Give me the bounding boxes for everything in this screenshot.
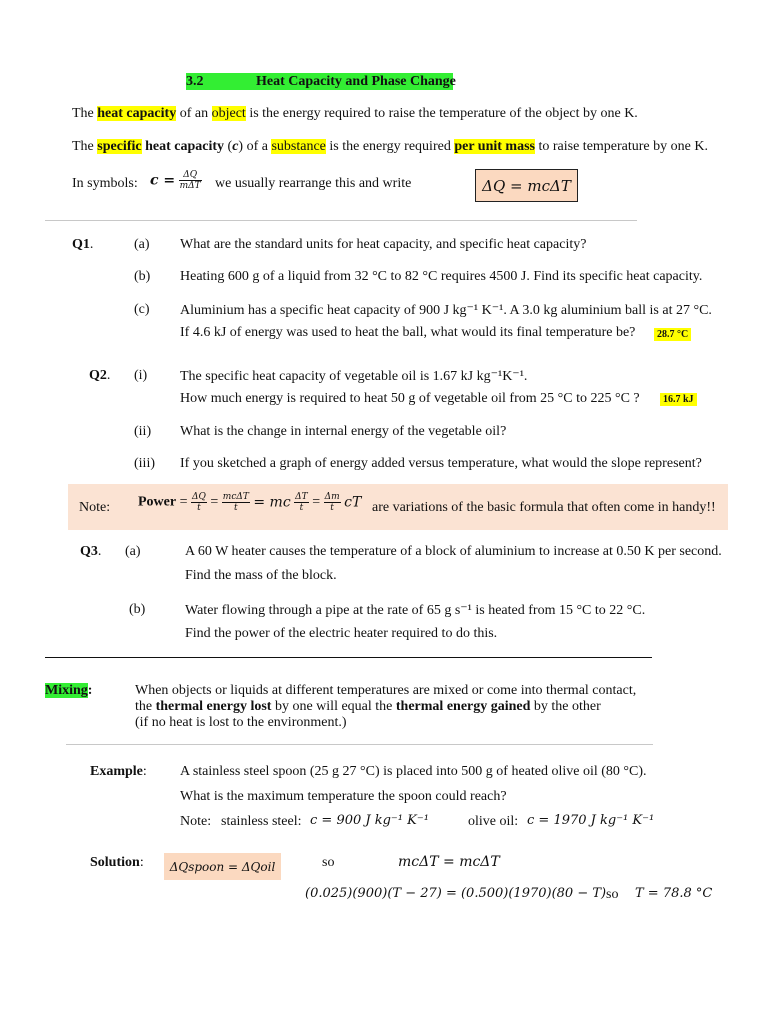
q2-label (89, 368, 110, 384)
denominator: t (234, 503, 238, 513)
q3-label (80, 544, 101, 560)
numerator: ΔQ (192, 492, 206, 502)
q2-ii-text: What is the change in internal energy of the vegetable oil? (180, 424, 507, 439)
text: the (135, 699, 156, 714)
equals: = (179, 494, 188, 510)
text: to raise temperature by one K. (534, 139, 708, 154)
section-number: 3.2 (186, 74, 204, 89)
label-dot: . (89, 237, 94, 252)
label-colon: : (87, 683, 93, 698)
label-text: Q1 (72, 237, 90, 252)
example-line-1: A stainless steel spoon (25 g 27 °C) is placed into 500 g of heated olive oil (80 °C). (180, 764, 647, 779)
example-label (90, 764, 147, 780)
label-dot: . (106, 368, 111, 383)
fraction-numerator: ΔQ (179, 170, 202, 181)
term-heat-capacity-2: heat capacity (141, 139, 225, 154)
q1-c-text-2: If 4.6 kJ of energy was used to heat the ball, what would its final temperature be? (180, 325, 636, 340)
q2-i-text-2: How much energy is required to heat 50 g of vegetable oil from 25 °C to 225 °C ? (180, 391, 640, 406)
solution-so-2: so (606, 887, 619, 902)
numerator: ΔT (295, 492, 308, 502)
q1-c-answer: 28.7 °C (654, 328, 691, 341)
intro-line-2 (72, 139, 708, 155)
q3-a-text-1: A 60 W heater causes the temperature of a block of aluminium to increase at 0.50 K per second. (185, 544, 722, 559)
q3-b-text-2: Find the power of the electric heater required to do this. (185, 626, 498, 641)
term-per-unit-mass: per unit mass (454, 139, 535, 154)
equals: = (312, 494, 321, 510)
formula-fraction (179, 170, 202, 191)
fraction-denominator: mΔT (179, 181, 201, 191)
label-text: Solution (90, 855, 140, 870)
term-object: object (211, 106, 246, 121)
mixing-line-2 (135, 699, 601, 715)
fraction-mcdt-t (222, 492, 250, 513)
q2-i-answer: 16.7 kJ (660, 393, 697, 406)
q1-a-text: What are the standard units for heat capacity, and specific heat capacity? (180, 237, 587, 252)
q1-c-text-1: Aluminium has a specific heat capacity of 900 J kg⁻¹ K⁻¹. A 3.0 kg aluminium ball is at 27 °C. (180, 303, 712, 318)
denominator: t (197, 503, 201, 513)
rearrange-text: we usually rearrange this and write (215, 176, 412, 191)
numerator: mcΔT (222, 492, 249, 502)
symbol-c: c (232, 139, 239, 154)
q1-label (72, 237, 93, 253)
label-text: Example (90, 764, 143, 779)
q3-a-text-2: Find the mass of the block. (185, 568, 337, 583)
olive-value: c = 1970 J kg⁻¹ K⁻¹ (527, 813, 655, 828)
solution-equation-1: mcΔT = mcΔT (398, 854, 500, 870)
text: of an (176, 106, 212, 121)
intro-line-1 (72, 106, 638, 122)
label-text: Q2 (89, 368, 107, 383)
label-text: Mixing (45, 683, 88, 698)
steel-label: stainless steel: (221, 814, 302, 829)
symbols-label: In symbols: (72, 176, 138, 191)
label-dot: . (97, 544, 102, 559)
ct-term: cT (344, 494, 362, 511)
text: is the energy required (325, 139, 455, 154)
example-line-2: What is the maximum temperature the spoon could reach? (180, 789, 507, 804)
section-title: Heat Capacity and Phase Change (256, 74, 456, 89)
fraction-dt-t (294, 492, 309, 513)
mixing-line-3: (if no heat is lost to the environment.) (135, 715, 347, 730)
q1-b-label: (b) (134, 269, 151, 284)
text: The (72, 106, 98, 121)
mc-term: = mc (253, 494, 291, 511)
text: The (72, 139, 98, 154)
q2-ii-label: (ii) (134, 424, 152, 439)
fraction-dm-t (324, 492, 341, 513)
q3-b-label: (b) (129, 602, 146, 617)
solution-equation-2: (0.025)(900)(T − 27) = (0.500)(1970)(80 − T) (305, 886, 607, 901)
term-heat-capacity: heat capacity (97, 106, 177, 121)
boxed-equation: ΔQ = mcΔT (475, 169, 578, 202)
label-colon: : (139, 855, 144, 870)
divider (66, 744, 653, 745)
solution-result: T = 78.8 °C (635, 886, 713, 901)
text: ) of a (238, 139, 272, 154)
q1-b-text: Heating 600 g of a liquid from 32 °C to 82 °C requires 4500 J. Find its specific heat capacity. (180, 269, 703, 284)
denominator: t (330, 503, 334, 513)
mixing-line-1: When objects or liquids at different temperatures are mixed or come into thermal contact, (135, 683, 637, 698)
note-tail: are variations of the basic formula that often come in handy!! (372, 500, 716, 515)
q1-c-label: (c) (134, 302, 150, 317)
q2-i-label: (i) (134, 368, 148, 383)
section-heading (186, 73, 456, 90)
symbols-formula (150, 170, 202, 191)
power-word: Power (138, 494, 177, 510)
q3-a-label: (a) (125, 544, 141, 559)
example-note-label: Note: (180, 814, 212, 829)
solution-equality-box: ΔQspoon = ΔQoil (164, 853, 281, 880)
term-thermal-energy-lost: thermal energy lost (155, 699, 272, 714)
label-text: Q3 (80, 544, 98, 559)
power-formula (138, 492, 361, 513)
q2-i-text-1: The specific heat capacity of vegetable oil is 1.67 kJ kg⁻¹K⁻¹. (180, 369, 528, 384)
numerator: Δm (324, 492, 340, 502)
olive-label: olive oil: (468, 814, 519, 829)
formula-lhs: c = (150, 172, 176, 189)
solution-label (90, 855, 144, 871)
text: by the other (530, 699, 601, 714)
text: ( (224, 139, 233, 154)
note-label: Note: (79, 500, 111, 515)
text: by one will equal the (271, 699, 396, 714)
q2-iii-text: If you sketched a graph of energy added versus temperature, what would the slope represent? (180, 456, 702, 471)
mixing-label (45, 683, 92, 699)
label-colon: : (142, 764, 147, 779)
solution-so-1: so (322, 855, 335, 870)
q3-b-text-1: Water flowing through a pipe at the rate of 65 g s⁻¹ is heated from 15 °C to 22 °C. (185, 603, 646, 618)
denominator: t (299, 503, 304, 513)
fraction-dq-t (191, 492, 207, 513)
term-substance: substance (271, 139, 326, 154)
steel-value: c = 900 J kg⁻¹ K⁻¹ (310, 813, 429, 828)
equals: = (210, 494, 219, 510)
q1-a-label: (a) (134, 237, 150, 252)
term-specific: specific (97, 139, 142, 154)
divider (45, 220, 637, 221)
term-thermal-energy-gained: thermal energy gained (395, 699, 531, 714)
section-divider (45, 657, 652, 658)
text: is the energy required to raise the temperature of the object by one K. (245, 106, 638, 121)
q2-iii-label: (iii) (134, 456, 155, 471)
